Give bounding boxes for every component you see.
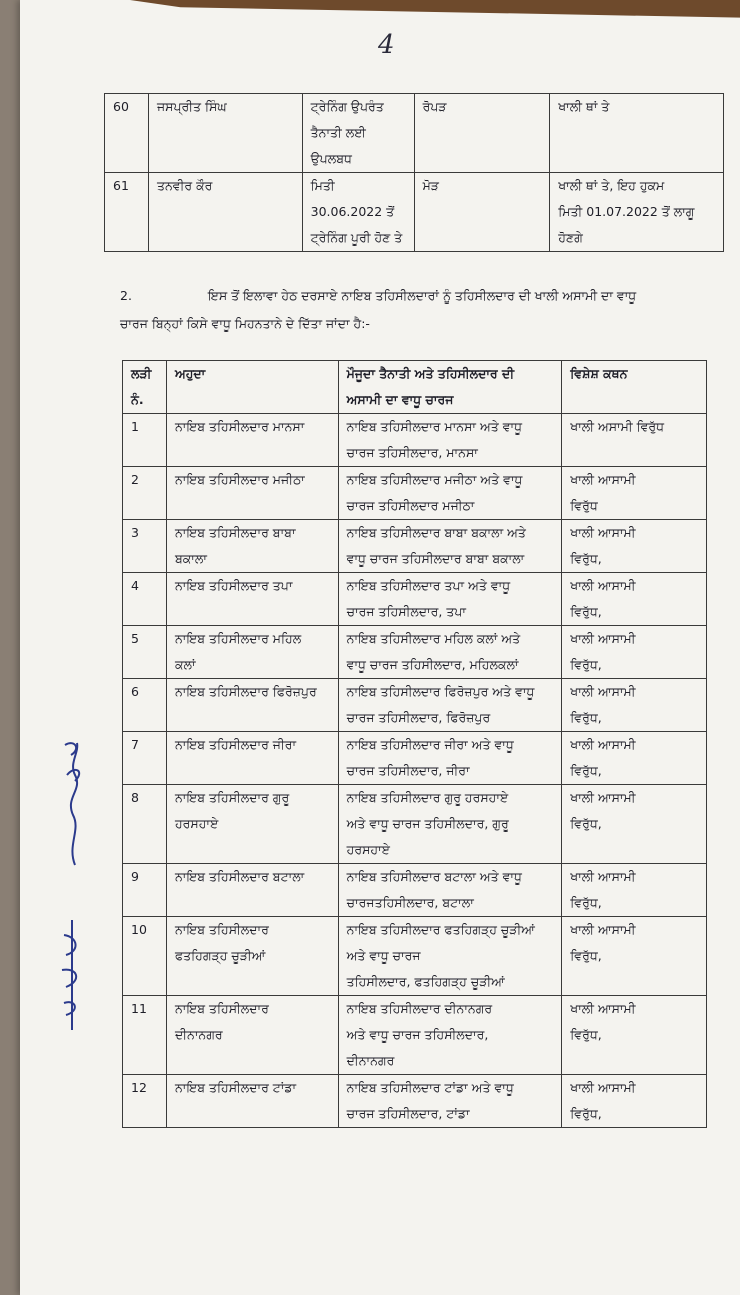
cell-name: ਜਸਪ੍ਰੀਤ ਸਿੰਘ [148, 94, 302, 173]
cell-sno: 7 [123, 732, 167, 785]
cell-posting [338, 467, 562, 520]
table-row [123, 467, 707, 520]
cell-status-line: ਮਿਤੀ [310, 178, 335, 193]
cell-remark [550, 173, 724, 252]
cell-post-line: ਨਾਇਬ ਤਹਿਸੀਲਦਾਰ [174, 1001, 269, 1016]
cell-post-line: ਨਾਇਬ ਤਹਿਸੀਲਦਾਰ ਗੁਰੂ [174, 790, 290, 805]
cell-posting-line: ਨਾਇਬ ਤਹਿਸੀਲਦਾਰ ਟਾਂਡਾ ਅਤੇ ਵਾਧੂ [346, 1080, 514, 1095]
cell-remark-line: ਵਿਰੁੱਧ, [570, 551, 602, 566]
paragraph-number: 2. [120, 288, 132, 303]
table-row [123, 520, 707, 573]
cell-post [166, 626, 338, 679]
cell-remark-line: ਮਿਤੀ 01.07.2022 ਤੋਂ ਲਾਗੂ [558, 204, 695, 219]
cell-remark-line: ਖਾਲੀ ਆਸਾਮੀ [570, 1001, 636, 1016]
cell-post-line: ਨਾਇਬ ਤਹਿਸੀਲਦਾਰ ਮਹਿਲ [174, 631, 302, 646]
table-row [105, 173, 724, 252]
cell-remark [550, 94, 724, 173]
cell-posting-line: ਨਾਇਬ ਤਹਿਸੀਲਦਾਰ ਮਜੀਠਾ ਅਤੇ ਵਾਧੂ [346, 472, 523, 487]
cell-post-line: ਨਾਇਬ ਤਹਿਸੀਲਦਾਰ ਮਾਨਸਾ [174, 419, 305, 434]
cell-remark [562, 1075, 707, 1128]
cell-remark-line: ਖਾਲੀ ਆਸਾਮੀ [570, 922, 636, 937]
cell-posting [338, 626, 562, 679]
cell-post-line: ਨਾਇਬ ਤਹਿਸੀਲਦਾਰ ਟਾਂਡਾ [174, 1080, 297, 1095]
cell-remark [562, 864, 707, 917]
cell-post-line: ਨਾਇਬ ਤਹਿਸੀਲਦਾਰ ਮਜੀਠਾ [174, 472, 305, 487]
cell-posting-line: ਚਾਰਜ ਤਹਿਸੀਲਦਾਰ, ਫਿਰੋਜ਼ਪੁਰ [346, 710, 491, 725]
cell-remark-line: ਵਿਰੁੱਧ, [570, 763, 602, 778]
cell-posting [338, 520, 562, 573]
cell-posting-line: ਅਤੇ ਵਾਧੂ ਚਾਰਜ ਤਹਿਸੀਲਦਾਰ, [346, 1027, 489, 1042]
cell-remark-line: ਵਿਰੁੱਧ, [570, 710, 602, 725]
cell-posting-line: ਚਾਰਜ ਤਹਿਸੀਲਦਾਰ ਮਜੀਠਾ [346, 498, 475, 513]
table-row [123, 864, 707, 917]
cell-sno: 4 [123, 573, 167, 626]
cell-remark-line: ਖਾਲੀ ਆਸਾਮੀ [570, 684, 636, 699]
handwritten-signature-2 [50, 915, 95, 1035]
cell-remark-line: ਖਾਲੀ ਥਾਂ ਤੇ, ਇਹ ਹੁਕਮ [558, 178, 665, 193]
cell-posting-line: ਨਾਇਬ ਤਹਿਸੀਲਦਾਰ ਜੀਰਾ ਅਤੇ ਵਾਧੂ [346, 737, 514, 752]
cell-remark-line: ਖਾਲੀ ਆਸਾਮੀ [570, 790, 636, 805]
cell-post-line: ਨਾਇਬ ਤਹਿਸੀਲਦਾਰ [174, 922, 269, 937]
cell-post [166, 917, 338, 996]
cell-posting-line: ਨਾਇਬ ਤਹਿਸੀਲਦਾਰ ਗੁਰੂ ਹਰਸਹਾਏ [346, 790, 509, 805]
cell-remark-line: ਖਾਲੀ ਆਸਾਮੀ [570, 472, 636, 487]
cell-remark-line: ਖਾਲੀ ਆਸਾਮੀ [570, 1080, 636, 1095]
cell-remark-line: ਵਿਰੁੱਧ, [570, 1027, 602, 1042]
cell-post [166, 785, 338, 864]
main-table [122, 360, 707, 1128]
cell-remark-line: ਵਿਰੁੱਧ, [570, 948, 602, 963]
table-row [123, 573, 707, 626]
cell-post-line: ਨਾਇਬ ਤਹਿਸੀਲਦਾਰ ਫਿਰੋਜ਼ਪੁਰ [174, 684, 317, 699]
cell-post-line: ਦੀਨਾਨਗਰ [174, 1027, 223, 1042]
cell-post [166, 414, 338, 467]
cell-remark [562, 996, 707, 1075]
cell-sno: 6 [123, 679, 167, 732]
cell-remark [562, 626, 707, 679]
cell-posting-line: ਵਾਧੂ ਚਾਰਜ ਤਹਿਸੀਲਦਾਰ, ਮਹਿਲਕਲਾਂ [346, 657, 519, 672]
cell-posting-line: ਹਰਸਹਾਏ [346, 842, 390, 857]
cell-sno: 9 [123, 864, 167, 917]
cell-remark [562, 573, 707, 626]
cell-sno: 60 [105, 94, 149, 173]
cell-posting [338, 414, 562, 467]
cell-sno: 1 [123, 414, 167, 467]
desk-edge [130, 0, 740, 18]
cell-remark-line: ਵਿਰੁੱਧ, [570, 1106, 602, 1121]
paragraph-2 [120, 282, 720, 338]
cell-posting-line: ਚਾਰਜ ਤਹਿਸੀਲਦਾਰ, ਮਾਨਸਾ [346, 445, 478, 460]
table-row [123, 1075, 707, 1128]
table-row [123, 414, 707, 467]
cell-remark-line: ਖਾਲੀ ਆਸਾਮੀ [570, 631, 636, 646]
cell-posting-line: ਵਾਧੂ ਚਾਰਜ ਤਹਿਸੀਲਦਾਰ ਬਾਬਾ ਬਕਾਲਾ [346, 551, 525, 566]
cell-posting-line: ਚਾਰਜ ਤਹਿਸੀਲਦਾਰ, ਜੀਰਾ [346, 763, 470, 778]
cell-posting-line: ਨਾਇਬ ਤਹਿਸੀਲਦਾਰ ਬਟਾਲਾ ਅਤੇ ਵਾਧੂ [346, 869, 522, 884]
cell-status-line: ਉਪਲਬਧ [310, 151, 352, 166]
cell-posting [338, 1075, 562, 1128]
cell-remark [562, 414, 707, 467]
page-number: 4 [378, 30, 395, 60]
cell-posting [338, 785, 562, 864]
cell-post-line: ਨਾਇਬ ਤਹਿਸੀਲਦਾਰ ਤਪਾ [174, 578, 293, 593]
cell-place: ਰੋਪੜ [414, 94, 550, 173]
cell-sno: 61 [105, 173, 149, 252]
cell-posting-line: ਚਾਰਜ ਤਹਿਸੀਲਦਾਰ, ਤਪਾ [346, 604, 466, 619]
cell-sno: 5 [123, 626, 167, 679]
paragraph-line-2: ਚਾਰਜ ਬਿਨ੍ਹਾਂ ਕਿਸੇ ਵਾਧੂ ਮਿਹਨਤਾਨੇ ਦੇ ਦਿੱਤਾ ਜਾਂਦਾ ਹੈ:- [120, 316, 370, 331]
cell-status [302, 173, 414, 252]
cell-remark-line: ਖਾਲੀ ਆਸਾਮੀ [570, 869, 636, 884]
cell-posting [338, 573, 562, 626]
table-row [105, 94, 724, 173]
cell-remark [562, 467, 707, 520]
cell-posting-line: ਚਾਰਜ ਤਹਿਸੀਲਦਾਰ, ਟਾਂਡਾ [346, 1106, 470, 1121]
cell-sno: 2 [123, 467, 167, 520]
cell-remark-line: ਵਿਰੁੱਧ, [570, 816, 602, 831]
cell-remark-line: ਖਾਲੀ ਆਸਾਮੀ [570, 578, 636, 593]
cell-status-line: ਤੈਨਾਤੀ ਲਈ [310, 125, 366, 140]
cell-post-line: ਫਤਹਿਗੜ੍ਹ ਚੂੜੀਆਂ [174, 948, 266, 963]
cell-posting-line: ਨਾਇਬ ਤਹਿਸੀਲਦਾਰ ਮਹਿਲ ਕਲਾਂ ਅਤੇ [346, 631, 521, 646]
header-sno: ਲੜੀ ਨੰ. [123, 361, 167, 414]
cell-posting [338, 917, 562, 996]
cell-remark-line: ਵਿਰੁੱਧ, [570, 895, 602, 910]
cell-posting-line: ਦੀਨਾਨਗਰ [346, 1053, 395, 1068]
cell-post [166, 864, 338, 917]
cell-posting [338, 732, 562, 785]
cell-posting-line: ਨਾਇਬ ਤਹਿਸੀਲਦਾਰ ਫਤਹਿਗੜ੍ਹ ਚੂੜੀਆਂ [346, 922, 535, 937]
cell-posting-line: ਤਹਿਸੀਲਦਾਰ, ਫਤਹਿਗੜ੍ਹ ਚੂੜੀਆਂ [346, 974, 505, 989]
cell-posting [338, 679, 562, 732]
cell-post [166, 467, 338, 520]
cell-post [166, 573, 338, 626]
cell-posting-line: ਅਤੇ ਵਾਧੂ ਚਾਰਜ [346, 948, 421, 963]
cell-post-line: ਬਕਾਲਾ [174, 551, 207, 566]
cell-post [166, 1075, 338, 1128]
table-row [123, 785, 707, 864]
cell-sno: 8 [123, 785, 167, 864]
cell-status [302, 94, 414, 173]
cell-status-line: 30.06.2022 ਤੋਂ [310, 204, 395, 219]
cell-posting-line: ਨਾਇਬ ਤਹਿਸੀਲਦਾਰ ਬਾਬਾ ਬਕਾਲਾ ਅਤੇ [346, 525, 526, 540]
header-posting: ਮੌਜੂਦਾ ਤੈਨਾਤੀ ਅਤੇ ਤਹਿਸੀਲਦਾਰ ਦੀ ਅਸਾਮੀ ਦਾ ਵਾਧੂ ਚਾਰਜ [338, 361, 562, 414]
cell-posting [338, 996, 562, 1075]
cell-remark-line: ਖਾਲੀ ਅਸਾਮੀ ਵਿਰੁੱਧ [570, 419, 665, 434]
cell-posting-line: ਅਤੇ ਵਾਧੂ ਚਾਰਜ ਤਹਿਸੀਲਦਾਰ, ਗੁਰੂ [346, 816, 509, 831]
cell-remark [562, 732, 707, 785]
header-remark: ਵਿਸ਼ੇਸ਼ ਕਥਨ [562, 361, 707, 414]
cell-remark-line: ਵਿਰੁੱਧ, [570, 657, 602, 672]
cell-remark [562, 917, 707, 996]
cell-post [166, 996, 338, 1075]
table-row [123, 732, 707, 785]
cell-remark-line: ਵਿਰੁੱਧ [570, 498, 598, 513]
cell-post-line: ਨਾਇਬ ਤਹਿਸੀਲਦਾਰ ਬਟਾਲਾ [174, 869, 305, 884]
cell-post [166, 732, 338, 785]
cell-remark [562, 520, 707, 573]
cell-posting-line: ਨਾਇਬ ਤਹਿਸੀਲਦਾਰ ਦੀਨਾਨਗਰ [346, 1001, 493, 1016]
header-post: ਅਹੁਦਾ [166, 361, 338, 414]
document-page [20, 0, 740, 1295]
cell-post [166, 679, 338, 732]
cell-posting-line: ਨਾਇਬ ਤਹਿਸੀਲਦਾਰ ਫਿਰੋਜ਼ਪੁਰ ਅਤੇ ਵਾਧੂ [346, 684, 535, 699]
cell-remark [562, 785, 707, 864]
cell-posting-line: ਚਾਰਜਤਹਿਸੀਲਦਾਰ, ਬਟਾਲਾ [346, 895, 474, 910]
cell-remark [562, 679, 707, 732]
table-row [123, 626, 707, 679]
cell-remark-line: ਖਾਲੀ ਆਸਾਮੀ [570, 737, 636, 752]
cell-remark-line: ਹੋਣਗੇ [558, 230, 583, 245]
cell-post-line: ਨਾਇਬ ਤਹਿਸੀਲਦਾਰ ਜੀਰਾ [174, 737, 297, 752]
table-row [123, 679, 707, 732]
cell-sno: 10 [123, 917, 167, 996]
cell-place: ਮੋੜ [414, 173, 550, 252]
cell-posting [338, 864, 562, 917]
cell-post-line: ਨਾਇਬ ਤਹਿਸੀਲਦਾਰ ਬਾਬਾ [174, 525, 296, 540]
cell-posting-line: ਨਾਇਬ ਤਹਿਸੀਲਦਾਰ ਤਪਾ ਅਤੇ ਵਾਧੂ [346, 578, 511, 593]
cell-sno: 3 [123, 520, 167, 573]
cell-post [166, 520, 338, 573]
cell-post-line: ਹਰਸਹਾਏ [174, 816, 219, 831]
cell-remark-line: ਵਿਰੁੱਧ, [570, 604, 602, 619]
paragraph-line-1: ਇਸ ਤੋਂ ਇਲਾਵਾ ਹੇਠ ਦਰਸਾਏ ਨਾਇਬ ਤਹਿਸੀਲਦਾਰਾਂ ਨੂੰ ਤਹਿਸੀਲਦਾਰ ਦੀ ਖਾਲੀ ਅਸਾਮੀ ਦਾ ਵਾਧੂ [208, 288, 637, 303]
header-row [123, 361, 707, 414]
cell-sno: 11 [123, 996, 167, 1075]
cell-name: ਤਨਵੀਰ ਕੌਰ [148, 173, 302, 252]
cell-posting-line: ਨਾਇਬ ਤਹਿਸੀਲਦਾਰ ਮਾਨਸਾ ਅਤੇ ਵਾਧੂ [346, 419, 522, 434]
table-row [123, 996, 707, 1075]
cell-status-line: ਟ੍ਰੇਨਿੰਗ ਪੂਰੀ ਹੋਣ ਤੇ [310, 230, 403, 245]
handwritten-signature-1 [45, 735, 105, 875]
cell-status-line: ਟ੍ਰੇਨਿੰਗ ਉਪਰੰਤ [310, 99, 384, 114]
table-row [123, 917, 707, 996]
cell-sno: 12 [123, 1075, 167, 1128]
cell-remark-line: ਖਾਲੀ ਥਾਂ ਤੇ [558, 99, 610, 114]
cell-post-line: ਕਲਾਂ [174, 657, 196, 672]
cell-remark-line: ਖਾਲੀ ਆਸਾਮੀ [570, 525, 636, 540]
top-table [104, 93, 724, 252]
